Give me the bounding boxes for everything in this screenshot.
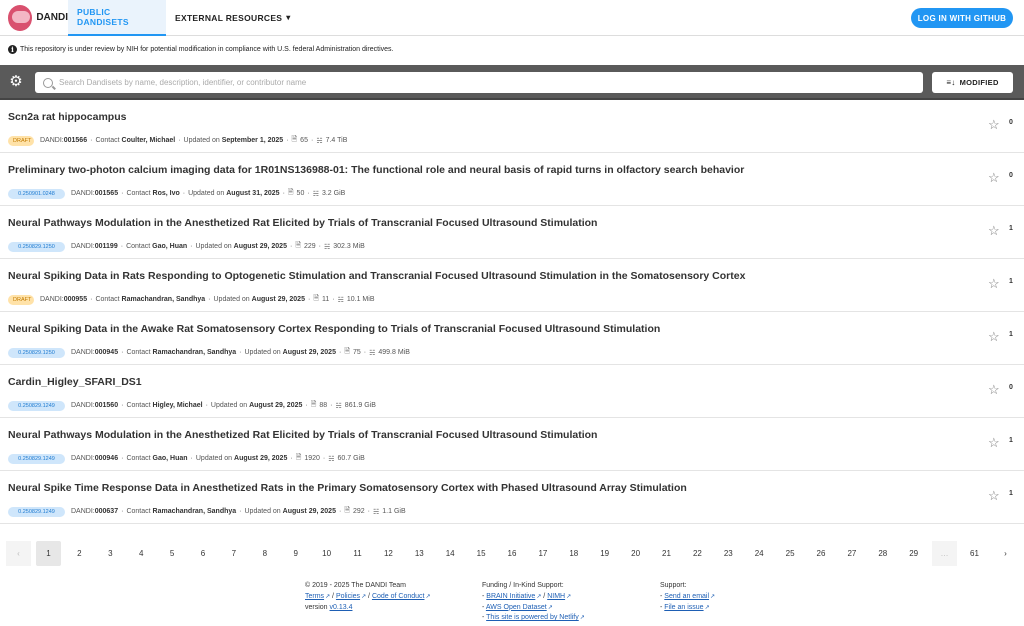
tab-label: EXTERNAL RESOURCES [175,12,283,23]
separator-dot: · [190,455,193,462]
star-count: 1 [1009,331,1013,338]
chevron-down-icon: ▾ [286,13,291,22]
page-button[interactable]: 4 [138,549,144,558]
search-icon [43,78,53,88]
separator: / [330,592,336,600]
code-of-conduct-link[interactable]: Code of Conduct [371,592,425,600]
dandi-id: 000945 [94,349,119,356]
database-icon: ☵ [316,137,323,145]
contact-name: Ramachandran, Sandhya [121,296,206,303]
dandiset-meta [8,135,347,146]
separator-dot: · [205,402,208,409]
page-button[interactable]: 16 [507,549,517,558]
dandiset-list [0,100,1024,524]
pagination [6,541,1018,567]
page-button[interactable]: 2 [77,549,82,558]
contact-label: Contact [126,455,151,462]
dandi-id: 000637 [94,508,119,515]
external-link-icon: ↗ [566,593,572,600]
separator-dot: · [208,296,211,303]
separator-dot: · [305,402,308,409]
dandiset-meta [8,294,374,305]
sort-label: MODIFIED [959,78,999,87]
dandi-logo-icon [8,5,32,31]
separator-dot: · [182,190,186,197]
updated-label: Updated on [195,455,233,462]
sort-modified-button[interactable] [932,72,1013,93]
separator-dot: · [90,137,93,144]
separator-dot: · [367,508,370,515]
dandiset-row[interactable] [0,471,1024,524]
dandi-id: 001560 [94,402,119,409]
contact-label: Contact [126,508,151,515]
dandiset-row[interactable] [0,418,1024,471]
external-link-icon: ↗ [325,593,331,600]
updated-label: Updated on [195,243,232,250]
file-icon: 🗎 [310,401,317,408]
footer-col-funding [482,581,585,624]
dandiset-title[interactable]: Cardin_Higley_SFARI_DS1 [8,376,142,388]
page-button[interactable]: 18 [569,549,579,558]
sort-icon: ≡↓ [946,78,956,87]
file-icon: 🗎 [344,507,350,514]
page-button[interactable]: 13 [414,549,424,558]
star-count: 1 [1009,225,1013,232]
dandiset-meta [8,241,365,252]
separator-dot: · [190,243,193,250]
notice-text: This repository is under review by NIH for potential modification in compliance with U.S. federal Administration directives. [20,45,394,53]
contact-label: Contact [126,349,151,356]
dandiset-title[interactable]: Preliminary two-photon calcium imaging data for 1R01NS136988-01: The functional role and neural basis of rapid turns in olfactory search behavior [8,164,745,176]
page-button[interactable]: 26 [816,549,826,558]
page-button[interactable]: 8 [262,549,268,558]
external-link-icon: ↗ [710,593,716,600]
updated-label: Updated on [244,508,281,515]
updated-date: August 29, 2025 [251,296,305,303]
separator-dot: · [120,243,124,250]
file-icon: 🗎 [295,454,302,461]
page-button[interactable]: 27 [847,549,857,558]
page-button[interactable]: 11 [353,549,362,558]
star-count: 0 [1009,119,1013,126]
file-count: 50 [296,190,305,197]
database-icon: ☵ [335,402,342,410]
star-icon[interactable]: ☆ [988,329,1000,344]
dataset-size: 861.9 GiB [344,402,376,409]
page-button[interactable]: 14 [445,549,455,558]
star-icon[interactable]: ☆ [988,435,1000,450]
search-input[interactable] [59,78,923,87]
page-button[interactable]: 5 [169,549,175,558]
updated-label: Updated on [183,137,220,144]
page-button[interactable]: 12 [383,549,393,558]
external-link-icon: ↗ [536,593,542,600]
dataset-size: 302.3 MiB [333,243,365,250]
separator: / [541,592,548,600]
star-icon[interactable]: ☆ [988,488,1000,503]
page-button-last[interactable]: 61 [970,549,979,558]
updated-date: August 29, 2025 [282,349,336,356]
dataset-size: 7.4 TiB [325,137,348,144]
star-count: 1 [1009,437,1013,444]
page-button[interactable]: 21 [662,549,671,558]
dash: - [482,614,487,622]
dandiset-row[interactable] [0,259,1024,312]
updated-label: Updated on [244,349,281,356]
separator-dot: · [286,137,289,144]
updated-date: August 29, 2025 [282,508,336,515]
dandi-id: 000955 [63,296,88,303]
separator-dot: · [121,455,124,462]
brand-name: DANDI [36,12,68,23]
contact-name: Ramachandran, Sandhya [152,349,237,356]
external-link-icon: ↗ [579,615,585,622]
dandiset-meta [8,400,376,411]
dandiset-meta [8,453,365,464]
dataset-size: 10.1 MiB [346,296,375,303]
netlify-link[interactable]: This site is powered by Netlify [486,614,579,622]
aws-link[interactable]: AWS Open Dataset [485,603,547,611]
contact-name: Gao, Huan [152,243,188,250]
dataset-size: 499.8 MiB [378,349,410,356]
funding-title: Funding / In-Kind Support: [482,582,564,589]
version-badge: 0.250829.1249 [8,454,65,464]
star-icon[interactable]: ☆ [988,223,1000,238]
tab-public-dandisets[interactable] [68,0,166,36]
tab-label: PUBLIC DANDISETS [77,6,129,27]
dataset-size: 3.2 GiB [321,190,346,197]
external-link-icon: ↗ [361,593,367,600]
copyright: © 2019 - 2025 The DANDI Team [305,582,407,589]
tab-external-resources[interactable] [166,0,300,36]
separator-dot: · [121,349,124,356]
dandiset-row[interactable] [0,365,1024,418]
separator-dot: · [90,296,93,303]
contact-name: Higley, Michael [152,402,203,409]
separator: / [366,592,372,600]
star-icon[interactable]: ☆ [988,276,1000,291]
dandiset-meta [8,347,410,358]
dandi-id-prefix: DANDI: [71,190,95,197]
top-nav [0,0,1024,36]
file-icon: 🗎 [344,348,350,355]
database-icon: ☵ [372,508,380,516]
separator-dot: · [310,137,314,144]
page-button[interactable]: 22 [692,549,702,558]
dandi-id-prefix: DANDI: [71,402,95,409]
separator-dot: · [332,296,335,303]
dandiset-row[interactable] [0,206,1024,259]
star-count: 0 [1009,384,1013,391]
dandiset-title[interactable]: Scn2a rat hippocampus [8,111,127,123]
dandiset-row[interactable] [0,153,1024,206]
external-link-icon: ↗ [425,593,431,600]
dandiset-title[interactable]: Neural Spiking Data in the Awake Rat Somatosensory Cortex Responding to Trials of Transcranial Focused Ultrasound Stimulation [8,323,661,335]
updated-date: August 29, 2025 [249,402,303,409]
support-title: Support: [660,582,687,589]
separator-dot: · [239,508,242,515]
page-button[interactable]: 10 [322,549,332,558]
contact-name: Gao, Huan [152,455,188,462]
file-issue-link[interactable]: File an issue [664,603,704,611]
dandi-id-prefix: DANDI: [71,508,95,515]
file-icon: 🗎 [287,189,294,196]
dandi-id-prefix: DANDI: [71,349,95,356]
updated-label: Updated on [213,296,250,303]
search-toolbar [0,65,1024,100]
contact-label: Contact [126,402,151,409]
contact-name: Ros, Ivo [152,190,180,197]
file-count: 11 [321,296,330,303]
terms-link[interactable]: Terms [305,592,325,600]
chevron-right-icon[interactable]: › [1004,549,1007,558]
nimh-link[interactable]: NIMH [547,592,566,600]
dandi-id: 001199 [94,243,118,250]
dash: - [660,603,665,611]
dash: - [482,592,487,600]
contact-label: Contact [126,190,151,197]
version-badge: DRAFT [8,136,34,146]
dandi-logo[interactable] [0,0,68,36]
send-email-link[interactable]: Send an email [664,592,710,600]
file-count: 292 [352,508,365,515]
database-icon: ☵ [323,243,331,251]
dandi-id: 001565 [94,190,119,197]
version-badge: DRAFT [8,295,34,305]
dandi-id-prefix: DANDI: [40,137,64,144]
separator-dot: · [121,402,124,409]
file-icon: 🗎 [291,136,298,143]
separator-dot: · [318,243,321,250]
policies-link[interactable]: Policies [335,592,361,600]
version-link[interactable]: v0.13.4 [329,603,353,611]
file-icon: 🗎 [313,295,319,302]
updated-date: August 29, 2025 [233,243,287,250]
contact-name: Coulter, Michael [121,137,176,144]
dandiset-title[interactable]: Neural Spike Time Response Data in Anesthetized Rats in the Primary Somatosensory Cortex with Phased Ultrasound Array Stimulation [8,482,687,494]
compliance-notice [8,43,394,55]
footer-col-support [660,581,715,613]
dandiset-row[interactable] [0,100,1024,153]
file-count: 65 [300,137,308,144]
updated-date: September 1, 2025 [221,137,284,144]
page-button[interactable]: 20 [631,549,641,558]
updated-label: Updated on [188,190,225,197]
updated-label: Updated on [210,402,248,409]
file-count: 1920 [304,455,320,462]
page-button[interactable]: 24 [754,549,764,558]
database-icon: ☵ [369,349,376,357]
chevron-left-icon[interactable]: ‹ [6,541,31,566]
version-badge: 0.250829.1249 [8,401,65,411]
version-badge: 0.250829.1250 [8,348,65,358]
contact-label: Contact [95,296,120,303]
version-label: version [305,603,330,611]
login-github-button[interactable]: LOG IN WITH GITHUB [911,8,1013,28]
contact-label: Contact [95,137,120,144]
version-badge: 0.250829.1249 [8,507,65,517]
separator-dot: · [239,349,242,356]
updated-date: August 31, 2025 [226,190,280,197]
star-icon[interactable]: ☆ [988,382,1000,397]
separator-dot: · [322,455,326,462]
page-button[interactable]: 28 [878,549,888,558]
contact-label: Contact [126,243,151,250]
page-button[interactable]: 25 [785,549,795,558]
page-ellipsis: … [932,541,957,566]
dandi-id-prefix: DANDI: [71,455,95,462]
dandi-id: 000946 [94,455,119,462]
dash: - [660,592,665,600]
separator-dot: · [121,190,124,197]
file-count: 88 [319,402,328,409]
page-button[interactable]: 1 [36,541,61,566]
dandi-id-prefix: DANDI: [40,296,64,303]
page-button[interactable]: 23 [723,549,733,558]
star-count: 1 [1009,490,1013,497]
dandiset-meta [8,188,345,199]
gear-icon[interactable]: ⚙ [9,73,23,90]
version-badge: 0.250829.1250 [8,242,65,252]
database-icon: ☵ [337,296,344,304]
separator-dot: · [290,455,293,462]
contact-name: Ramachandran, Sandhya [152,508,237,515]
separator-dot: · [282,190,285,197]
footer [0,581,1024,626]
star-count: 0 [1009,172,1013,179]
star-icon[interactable]: ☆ [988,117,1000,132]
page-button[interactable]: 17 [538,549,548,558]
search-field[interactable] [35,72,923,93]
dandiset-meta [8,506,406,517]
page-button[interactable]: 7 [231,549,237,558]
dandi-id: 001566 [63,137,88,144]
separator-dot: · [178,137,181,144]
dandiset-title[interactable]: Neural Pathways Modulation in the Anesthetized Rat Elicited by Trials of Transcranial Focused Ultrasound Stimulation [8,217,598,229]
page-button[interactable]: 9 [293,549,298,558]
footer-col-about [305,581,431,613]
separator-dot: · [338,349,342,356]
star-icon[interactable]: ☆ [988,170,1000,185]
external-link-icon: ↗ [704,604,710,611]
separator-dot: · [307,190,310,197]
page-button[interactable]: 19 [600,549,610,558]
file-icon: 🗎 [295,242,301,249]
separator-dot: · [289,243,293,250]
page-button[interactable]: 6 [200,549,206,558]
dataset-size: 1.1 GiB [382,508,406,515]
file-count: 229 [303,243,316,250]
dataset-size: 60.7 GiB [337,455,365,462]
updated-date: August 29, 2025 [234,455,288,462]
separator-dot: · [363,349,367,356]
page-button[interactable]: 29 [909,549,919,558]
page-button[interactable]: 15 [476,549,486,558]
file-count: 75 [352,349,361,356]
dandiset-title[interactable]: Neural Spiking Data in Rats Responding to Optogenetic Stimulation and Transcranial Focused Ultrasound Stimulation in the Somatosensory Cortex [8,270,746,282]
star-count: 1 [1009,278,1013,285]
dandiset-row[interactable] [0,312,1024,365]
external-link-icon: ↗ [547,604,553,611]
separator-dot: · [307,296,311,303]
info-icon: i [8,45,17,54]
version-badge: 0.250901.0248 [8,189,65,199]
separator-dot: · [330,402,333,409]
brain-initiative-link[interactable]: BRAIN Initiative [486,592,536,600]
page-button[interactable]: 3 [108,549,113,558]
database-icon: ☵ [328,455,335,463]
separator-dot: · [338,508,342,515]
separator-dot: · [121,508,124,515]
dandiset-title[interactable]: Neural Pathways Modulation in the Anesthetized Rat Elicited by Trials of Transcranial Focused Ultrasound Stimulation [8,429,598,441]
dandi-id-prefix: DANDI: [71,243,95,250]
database-icon: ☵ [312,190,319,198]
dash: - [482,603,486,611]
